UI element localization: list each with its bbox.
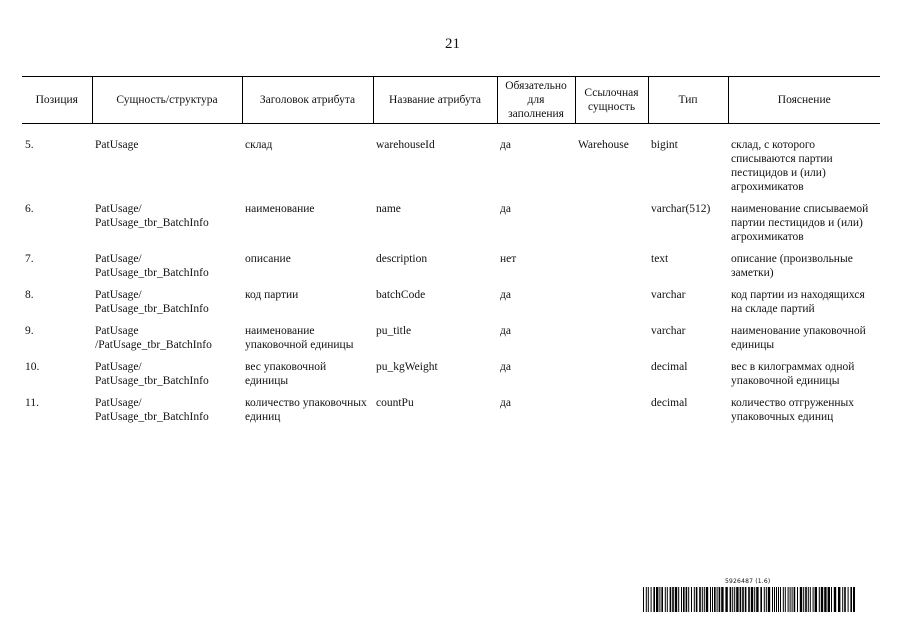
cell-type: text — [651, 253, 669, 265]
cell-attr-name: description — [376, 253, 428, 265]
cell-note: вес в килограммах одной упаковочной единицы — [731, 361, 855, 387]
cell-entity: PatUsage/ PatUsage_tbr_BatchInfo — [95, 361, 209, 387]
table-row — [22, 360, 880, 396]
table-row — [22, 324, 880, 360]
table-row — [22, 202, 880, 252]
cell-note: описание (произвольные заметки) — [731, 253, 853, 279]
cell-position: 9. — [25, 325, 34, 337]
cell-ref-entity — [575, 288, 648, 324]
cell-ref-entity — [575, 252, 648, 288]
header-position: Позиция — [22, 77, 92, 124]
attributes-table — [22, 76, 880, 432]
cell-required: да — [500, 325, 511, 337]
cell-ref-entity — [575, 396, 648, 432]
cell-type: decimal — [651, 397, 688, 409]
cell-attr-title: количество упаковочных единиц — [245, 397, 367, 423]
cell-attr-title: вес упаковочной единицы — [245, 361, 327, 387]
cell-entity: PatUsage/ PatUsage_tbr_BatchInfo — [95, 253, 209, 279]
cell-note: склад, с которого списываются партии пестицидов и (или) агрохимикатов — [731, 139, 833, 193]
cell-required: нет — [500, 253, 517, 265]
cell-required: да — [500, 289, 511, 301]
header-attr-name: Название атрибута — [373, 77, 497, 124]
cell-attr-name: warehouseId — [376, 139, 435, 151]
header-ref-entity: Ссылочная сущность — [575, 77, 648, 124]
cell-attr-name: pu_kgWeight — [376, 361, 438, 373]
cell-entity: PatUsage/ PatUsage_tbr_BatchInfo — [95, 203, 209, 229]
cell-required: да — [500, 397, 511, 409]
cell-ref-entity — [575, 324, 648, 360]
cell-entity: PatUsage /PatUsage_tbr_BatchInfo — [95, 325, 212, 351]
cell-entity: PatUsage — [95, 139, 139, 151]
cell-type: decimal — [651, 361, 688, 373]
cell-ref-entity: Warehouse — [578, 139, 629, 151]
header-required: Обязательно для заполнения — [497, 77, 575, 124]
cell-note: наименование списываемой партии пестицидов и (или) агрохимикатов — [731, 203, 869, 243]
barcode — [643, 587, 855, 612]
cell-attr-title: наименование — [245, 203, 315, 215]
header-attr-title: Заголовок атрибута — [242, 77, 373, 124]
cell-attr-name: pu_title — [376, 325, 412, 337]
cell-position: 6. — [25, 203, 34, 215]
cell-note: наименование упаковочной единицы — [731, 325, 866, 351]
header-type: Тип — [648, 77, 728, 124]
cell-ref-entity — [575, 360, 648, 396]
cell-note: количество отгруженных упаковочных единиц — [731, 397, 854, 423]
table-row — [22, 138, 880, 202]
header-entity: Сущность/структура — [92, 77, 242, 124]
cell-attr-name: batchCode — [376, 289, 426, 301]
cell-position: 8. — [25, 289, 34, 301]
cell-ref-entity — [575, 202, 648, 252]
cell-attr-title: склад — [245, 139, 273, 151]
cell-attr-name: name — [376, 203, 401, 215]
cell-position: 11. — [25, 397, 39, 409]
table-row — [22, 288, 880, 324]
cell-entity: PatUsage/ PatUsage_tbr_BatchInfo — [95, 289, 209, 315]
cell-attr-name: countPu — [376, 397, 414, 409]
cell-required: да — [500, 139, 511, 151]
cell-position: 10. — [25, 361, 40, 373]
cell-attr-title: код партии — [245, 289, 299, 301]
cell-required: да — [500, 361, 511, 373]
cell-note: код партии из находящихся на складе партий — [731, 289, 865, 315]
cell-type: varchar — [651, 325, 686, 337]
table-row — [22, 396, 880, 432]
table-header-row — [22, 77, 880, 124]
barcode-caption: 5926487 (1.6) — [725, 578, 771, 585]
page-number: 21 — [445, 36, 460, 52]
cell-type: varchar(512) — [651, 203, 711, 215]
cell-type: bigint — [651, 139, 678, 151]
header-note: Пояснение — [728, 77, 880, 124]
cell-attr-title: описание — [245, 253, 291, 265]
table-row — [22, 252, 880, 288]
cell-position: 5. — [25, 139, 34, 151]
cell-position: 7. — [25, 253, 34, 265]
cell-attr-title: наименование упаковочной единицы — [245, 325, 354, 351]
cell-entity: PatUsage/ PatUsage_tbr_BatchInfo — [95, 397, 209, 423]
cell-required: да — [500, 203, 511, 215]
cell-type: varchar — [651, 289, 686, 301]
